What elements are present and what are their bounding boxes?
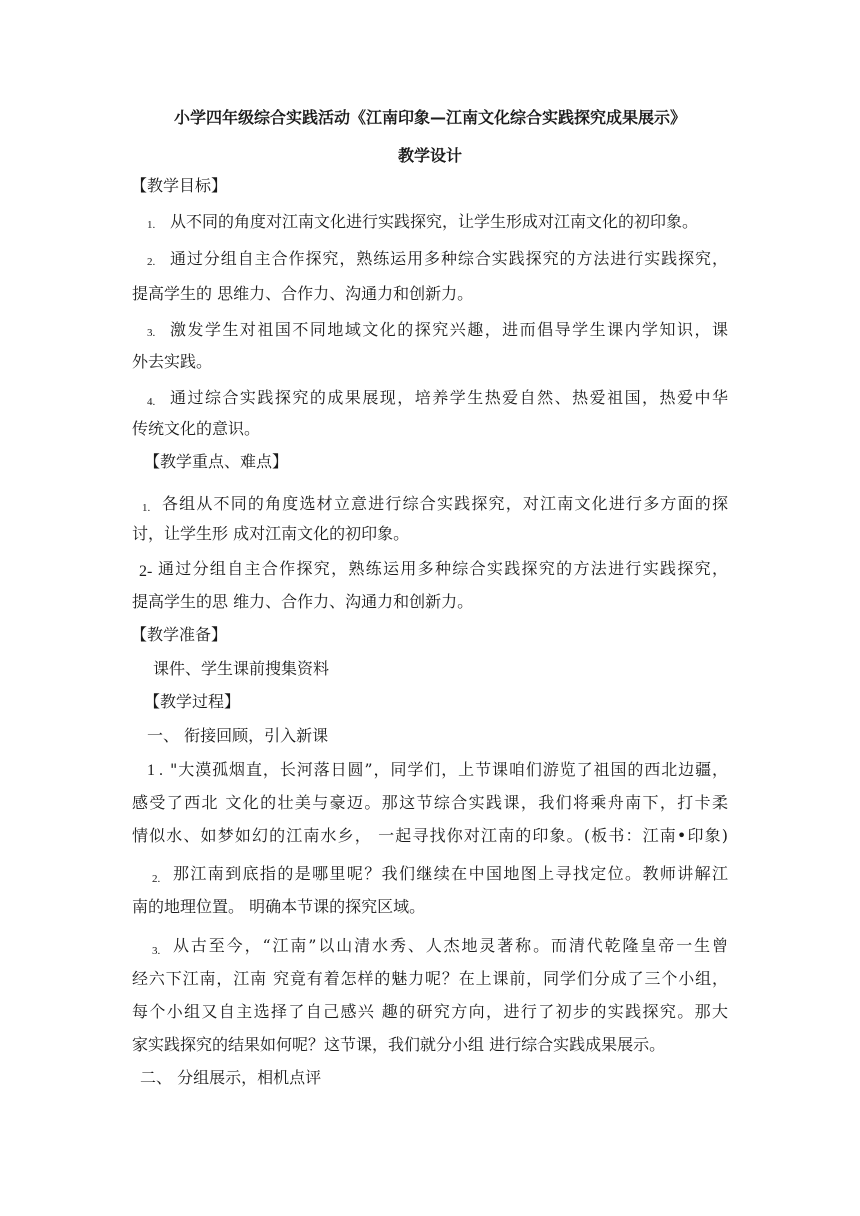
key-point-text-line: 各组从不同的角度选材立意进行综合实践探究，对江南文化进行多方面的探 bbox=[162, 494, 728, 513]
process-step-number: 3. bbox=[152, 945, 161, 957]
goal-text-line: 提高学生的 思维力、合作力、沟通力和创新力。 bbox=[132, 284, 474, 303]
goal-number: 3. bbox=[147, 327, 156, 339]
process-step-number: 2. bbox=[152, 873, 161, 885]
goal-text-line: 从不同的角度对江南文化进行实践探究，让学生形成对江南文化的初印象。 bbox=[170, 212, 699, 231]
part-one-heading: 一、 衔接回顾，引入新课 bbox=[147, 726, 329, 745]
process-step-text-line: 从古至今，“江南”以山清水秀、人杰地灵著称。而清代乾隆皇帝一生曾 bbox=[173, 936, 728, 955]
process-step-text-line: 家实践探究的结果如何呢？这节课，我们就分小组 进行综合实践成果展示。 bbox=[132, 1035, 666, 1054]
document-subtitle: 教学设计 bbox=[397, 146, 462, 165]
key-point-text-line: 通过分组自主合作探究，熟练运用多种综合实践探究的方法进行实践探究， bbox=[158, 559, 728, 578]
process-step-text-line: 情似水、如梦如幻的江南水乡， 一起寻找你对江南的印象。(板书：江南•印象) bbox=[132, 826, 728, 845]
preparation-heading: 【教学准备】 bbox=[131, 625, 228, 644]
process-step-text-line: 那江南到底指的是哪里呢？我们继续在中国地图上寻找定位。教师讲解江 bbox=[173, 864, 728, 883]
key-point-text-line: 讨，让学生形 成对江南文化的初印象。 bbox=[132, 524, 410, 543]
goal-number: 2. bbox=[147, 256, 156, 268]
process-step-text-line: 经六下江南，江南 究竟有着怎样的魅力呢？在上课前，同学们分成了三个小组， bbox=[132, 969, 728, 988]
goal-text-line: 激发学生对祖国不同地域文化的探究兴趣，进而倡导学生课内学知识，课 bbox=[170, 320, 728, 339]
goal-text-line: 传统文化的意识。 bbox=[132, 419, 261, 438]
preparation-text: 课件、学生课前搜集资料 bbox=[153, 659, 330, 678]
process-step-text-line: "大漠孤烟直，长河落日圆”，同学们，上节课咱们游览了祖国的西北边疆， bbox=[170, 760, 728, 779]
goal-number: 1. bbox=[147, 219, 156, 231]
goal-text-line: 通过综合实践探究的成果展现，培养学生热爱自然、热爱祖国，热爱中华 bbox=[170, 388, 728, 407]
process-step-number: 1 . bbox=[147, 762, 163, 779]
goal-text-line: 外去实践。 bbox=[132, 352, 213, 371]
key-point-number: 1. bbox=[142, 502, 151, 514]
document-title: 小学四年级综合实践活动《江南印象—江南文化综合实践探究成果展示》 bbox=[173, 108, 686, 127]
process-step-text-line: 感受了西北 文化的壮美与豪迈。那这节综合实践课，我们将乘舟南下，打卡柔 bbox=[132, 793, 728, 812]
process-step-text-line: 每个小组又自主选择了自己感兴 趣的研究方向，进行了初步的实践探究。那大 bbox=[132, 1002, 728, 1021]
goals-heading: 【教学目标】 bbox=[131, 176, 228, 195]
goal-number: 4. bbox=[147, 396, 156, 408]
key-point-number: 2- bbox=[139, 563, 153, 580]
process-heading: 【教学过程】 bbox=[144, 692, 241, 711]
key-point-text-line: 提高学生的思 维力、合作力、沟通力和创新力。 bbox=[132, 592, 474, 611]
part-two-heading: 二、 分组展示，相机点评 bbox=[140, 1068, 322, 1087]
goal-text-line: 通过分组自主合作探究，熟练运用多种综合实践探究的方法进行实践探究， bbox=[170, 249, 728, 268]
process-step-text-line: 南的地理位置。 明确本节课的探究区域。 bbox=[132, 897, 426, 916]
key-points-heading: 【教学重点、难点】 bbox=[144, 452, 289, 471]
